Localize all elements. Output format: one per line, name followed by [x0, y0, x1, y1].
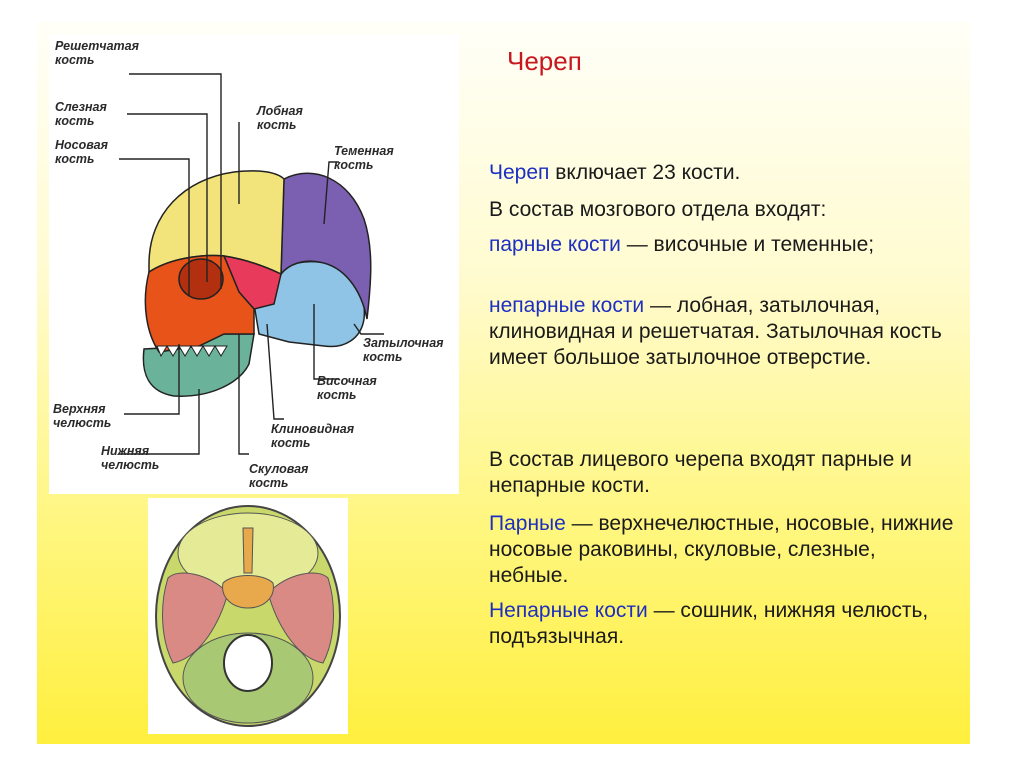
slide	[37, 22, 970, 744]
label-lacrimal: Слезная кость	[55, 100, 107, 128]
paragraph-3-rest: — височные и теменные;	[620, 233, 875, 256]
term-paired-bones: парные кости	[489, 233, 621, 256]
label-parietal: Теменная кость	[334, 144, 394, 172]
foramen-magnum	[224, 635, 272, 691]
skull-base-figure	[148, 498, 348, 734]
orbit-shape	[179, 259, 223, 299]
label-ethmoid: Решетчатая кость	[55, 39, 139, 67]
paragraph-7	[489, 598, 959, 650]
term-unpaired-bones: непарные кости	[489, 294, 645, 317]
label-temporal: Височная кость	[317, 374, 377, 402]
paragraph-6	[489, 511, 959, 589]
paragraph-6-rest: — верхнечелюстные, носовые, нижние носовые раковины, скуловые, слезные, небные.	[489, 512, 954, 587]
paragraph-2: В состав мозгового отдела входят:	[489, 198, 827, 221]
paragraph-5: В состав лицевого черепа входят парные и непарные кости.	[489, 448, 912, 497]
paragraph-3	[489, 232, 959, 258]
crista-galli	[243, 528, 253, 573]
label-sphenoid: Клиновидная кость	[271, 422, 355, 450]
paragraph-4	[489, 293, 959, 371]
label-maxilla: Верхняя челюсть	[53, 402, 112, 430]
skull-lateral-figure	[49, 34, 459, 494]
slide-title: Череп	[507, 46, 582, 76]
skull-base-diagram	[148, 498, 348, 734]
paragraph-7-rest: — сошник, нижняя челюсть, подъязычная.	[489, 599, 929, 648]
label-mandible: Нижняя челюсть	[101, 444, 160, 472]
paragraph-1	[489, 160, 959, 186]
label-occipital: Затылочная кость	[363, 336, 444, 364]
paragraph-4-rest: — лобная, затылочная, клиновидная и решетчатая. Затылочная кость имеет большое затылочное отверстие.	[489, 294, 942, 369]
term-unpaired: Непарные кости	[489, 599, 648, 622]
label-zygomatic: Скуловая кость	[249, 462, 309, 490]
term-paired: Парные	[489, 512, 566, 535]
label-nasal: Носовая кость	[55, 138, 108, 166]
paragraph-1-rest: включает 23 кости.	[549, 161, 741, 184]
term-skull: Череп	[489, 161, 550, 184]
label-frontal: Лобная кость	[257, 104, 303, 132]
